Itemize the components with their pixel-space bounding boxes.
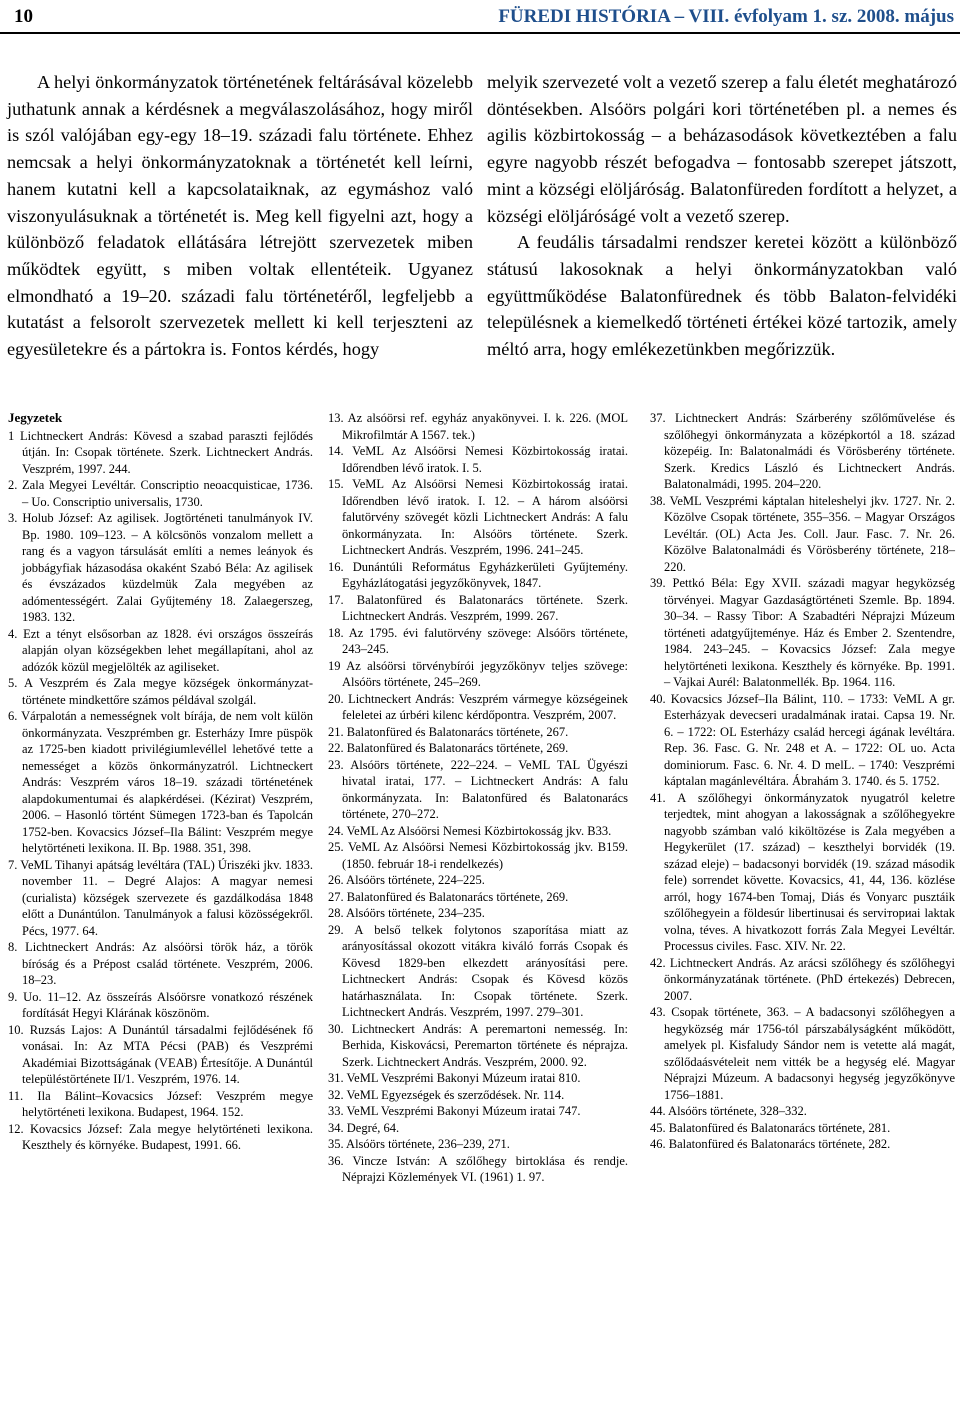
- page-number: 10: [14, 6, 33, 27]
- footnote: 36. Vincze István: A szőlőhegy birtoklása és rendje. Néprajzi Közlemények VI. (1961) 1. 97.: [328, 1153, 628, 1184]
- footnote: 34. Degré, 64.: [328, 1120, 400, 1135]
- footnote: 46. Balatonfüred és Balatonarács története, 282.: [650, 1137, 891, 1151]
- footnote: 6. Várpalotán a nemességnek volt bírája, de nem volt külön önkormányzata. Veszprémben gr. Esterházy Imre püspök az 1725-ben kiadott privilégiumlevéllel lehetővé tette a nemességet a közös önkormányzatról. Lichtneckert András: Veszprém város 18–19. századi történetének alapdokumentumai és alapkérdései. (Kézirat) Veszprém, 2006. – Hasonló történt Sümegen 1723-ban és Tapolcán 1752-ben. Kovacsics József–Ila Bálint: Veszprém megye helytörténeti lexikona. II. Bp. 1988. 351, 398.: [8, 709, 313, 855]
- footnote: 16. Dunántúli Református Egyházkerületi Gyűjtemény. Egyházlátogatási jegyzőkönyvek, 1847.: [328, 559, 628, 590]
- footnote: 13. Az alsóörsi ref. egyház anyakönyvei. I. k. 226. (MOL Mikrofilmtár A 1567. tek.): [328, 411, 628, 442]
- footnote: 9. Uo. 11–12. Az összeírás Alsóörsre vonatkozó részének fordítását Hegyi Klárának köszönöm.: [8, 989, 313, 1020]
- footnote: 18. Az 1795. évi falutörvény szövege: Alsóörs története, 243–245.: [328, 625, 628, 656]
- notes-heading: Jegyzetek: [8, 410, 63, 425]
- notes-column-2: [328, 410, 628, 1186]
- footnote: 39. Pettkó Béla: Egy XVII. századi magyar hegyközség törvényei. Magyar Gazdaságtörténeti Szemle. Bp. 1894. 30–34. – Rassy Tibor: A Szabadtéri Néprajzi Múzeum történeti adatgyűjteménye. Ház és Ember 2. Szentendre, 1984. 243–245. – Kovacsics József: Zala megye helytörténeti lexikona. Keszthely és környéke. Bp. 1991. – Vajkai Aurél: Balatonmellék. Bp. 1964. 116.: [650, 576, 955, 689]
- notes-column-3: [650, 410, 955, 1153]
- footnote: 5. A Veszprém és Zala megye községek önkormányzat-története mindkettőre számos példával szolgál.: [8, 676, 313, 707]
- footnote: 42. Lichtneckert András. Az arácsi szőlőhegy és szőlőhegyi önkormányzatának története. (PhD értekezés) Debrecen, 2007.: [650, 955, 955, 1003]
- footnote: 21. Balatonfüred és Balatonarács története, 267.: [328, 724, 569, 739]
- footnote: 29. A belső telkek folytonos szaporítása miatt az arányosítással okozott vitákra kiváló forrás Csopak és Kövesd 1829-ben elkezdett arányosítási pere. Lichtneckert András: Csopak és Kövesd közös határhasználata. In: Csopak története. Szerk. Lichtneckert András. Veszprém, 1997. 279–301.: [328, 922, 628, 1019]
- footnote: 44. Alsóörs története, 328–332.: [650, 1104, 807, 1118]
- footnote: 31. VeML Veszprémi Bakonyi Múzeum iratai 810.: [328, 1071, 581, 1085]
- footnote: 23. Alsóörs története, 222–224. – VeML TAL Ügyészi hivatal iratai, 177. – Lichtneckert András: A falu önkormányzata. In: Balatonfüred és Balatonarács története, 270–272.: [328, 757, 628, 821]
- footnote: 33. VeML Veszprémi Bakonyi Múzeum iratai 747.: [328, 1104, 581, 1118]
- page-header: [14, 6, 954, 28]
- footnote: 15. VeML Az Alsóörsi Nemesi Közbirtokosság iratai. Időrendben lévő iratok. I. 12. – A három alsóörsi falutörvény szövegét közli Lichtneckert András: A falu önkormányzata. In: Alsóörs története. Szerk. Lichtneckert András. Veszprém, 1996. 241–245.: [328, 477, 628, 557]
- footnote: 17. Balatonfüred és Balatonarács története. Szerk. Lichtneckert András. Veszprém, 1999. 267.: [328, 592, 628, 623]
- notes-column-1: [8, 410, 313, 1154]
- footnote: 22. Balatonfüred és Balatonarács története, 269.: [328, 741, 569, 755]
- body-text-left-column: [7, 69, 473, 363]
- body-paragraph: melyik szervezeté volt a vezető szerep a falu életét meghatározó döntésekben. Alsóörs polgári kori történetében pl. a nemes és agilis közbirtokosság – a beházasodások következtében a falu egyre nagyobb részét befogadva – fontosabb szerepet játszott, mint a községi elöljáróság. Balatonfüreden fordított a helyzet, a községi elöljáróságé volt a vezető szerep.: [487, 72, 957, 226]
- footnote: 32. VeML Egyezségek és szerződések. Nr. 114.: [328, 1087, 565, 1102]
- footnote: 43. Csopak története, 363. – A badacsonyi szőlőhegyen a hegyközség már 1756-tól párszabályságként működött, amelyek pl. Kisfaludy Sándor nem is vetette alá magát, szőlődaásvételeit nem vitték be a hegység elé. Magyar Néprajzi Múzeum. A badacsonyi hegység jegyzőkönyve 1756–1881.: [650, 1005, 955, 1102]
- footnote: 20. Lichtneckert András: Veszprém vármegye községeinek feleletei az úrbéri kilenc kérdőpontra. Veszprém, 2007.: [328, 691, 628, 722]
- body-text-right-column: [487, 69, 957, 363]
- running-title: FÜREDI HISTÓRIA – VIII. évfolyam 1. sz. 2008. május: [498, 6, 954, 27]
- footnote: 1 Lichtneckert András: Kövesd a szabad paraszti fejlődés útján. In: Csopak története. Szerk. Lichtneckert András. Veszprém, 1997. 244.: [8, 428, 313, 476]
- footnote: 37. Lichtneckert András: Szárberény szőlőművelése és szőlőhegyi önkormányzata a középkortól a 18. század közepéig. In: Balatonalmádi és Vörösberény története. Szerk. Kredics László és Lichtneckert András. Balatonalmádi, 1995. 204–220.: [650, 411, 955, 491]
- footnote: 8. Lichtneckert András: Az alsóörsi török ház, a török bíróság és a Prépost család története. Veszprém, 2006. 18–23.: [8, 940, 313, 987]
- footnote: 27. Balatonfüred és Balatonarács története, 269.: [328, 889, 569, 904]
- footnote: 24. VeML Az Alsóörsi Nemesi Közbirtokosság jkv. B33.: [328, 823, 612, 838]
- footnote: 45. Balatonfüred és Balatonarács története, 281.: [650, 1120, 891, 1135]
- footnote: 38. VeML Veszprémi káptalan hiteleshelyi jkv. 1727. Nr. 2. Közölve Csopak története, 355–356. – Magyar Országos Levéltár. (OL) Acta Jes. Coll. Jaur. Fasc. 7. Nr. 26. Közölve Balatonalmádi és Vörösberény története, 218–220.: [650, 493, 955, 574]
- footnote: 7. VeML Tihanyi apátság levéltára (TAL) Úriszéki jkv. 1833. november 11. – Degré Alajos: A magyar nemesi (curialista) községek szervezete és gazdálkodása 1848 előtt a Dunántúlon. Tanulmányok a falusi közösségekről. Pécs, 1977. 64.: [8, 857, 313, 938]
- body-paragraph: A feudális társadalmi rendszer keretei között a különböző státusú lakosoknak a helyi önkormányzatokban való együttműködése Balatonfürednek és több Balaton-felvidéki településnek a kiemelkedő történeti értékei közé tartozik, amely méltó arra, hogy emlékezetünkben megőrizzük.: [487, 232, 957, 360]
- body-paragraph: A helyi önkormányzatok történetének feltárásával közelebb juthatunk annak a kérdésnek a megválaszolásához, hogy miről is szól valójában egy-egy 18–19. századi falu története. Ehhez nemcsak a helyi önkormányzatoknak a történetét kell leírni, hanem kutatni kell a kapcsolataiknak, az egymáshoz való viszonyulásuknak a történetét is. Meg kell figyelni azt, hogy a különböző feladatok ellátására létrejött szervezetek miben működtek együtt, s miben voltak ellentéteik. Ugyanez elmondható a 19–20. századi falu történetéről, legfeljebb a kutatást a felsorolt szervezetek mellett ki kell terjeszteni az egyesületekre és a pártokra is. Fontos kérdés, hogy: [7, 72, 473, 360]
- footnote: 28. Alsóörs története, 234–235.: [328, 906, 485, 920]
- footnote: 3. Holub József: Az agilisek. Jogtörténeti tanulmányok IV. Bp. 1980. 109–123. – A kölcsönös vonzalom mellett a rang és a vagyon társulását említi a nemes leányok és jobbágyfiak házasodása okaként Szabó Béla: Az agilisek és évszázados küzdelmük Zala megyében az adómentességért. Zalai Gyűjtemény 18. Zalaegerszeg, 1983. 132.: [8, 511, 313, 624]
- footnote: 10. Ruzsás Lajos: A Dunántúl társadalmi fejlődésének fő vonásai. In: Az MTA Pécsi (PAB) és Veszprémi Akadémiai Bizottságának (VEAB) Értesítője. A Dunántúl településtörténete II/1. Veszprém, 1976. 14.: [8, 1022, 313, 1086]
- footnote: 14. VeML Az Alsóörsi Nemesi Közbirtokosság iratai. Időrendben lévő iratok. I. 5.: [328, 444, 628, 475]
- footnote: 35. Alsóörs története, 236–239, 271.: [328, 1137, 510, 1151]
- footnote: 4. Ezt a tényt elsősorban az 1828. évi országos összeírás alapján olyan községekben lehet megállapítani, ahol az adózók közül megjelölték az agiliseket.: [8, 626, 313, 674]
- footnote: 25. VeML Az Alsóörsi Nemesi Közbirtokosság jkv. B159. (1850. február 18-i rendelkezés): [328, 840, 628, 871]
- header-rule: [0, 32, 960, 34]
- footnote: 11. Ila Bálint–Kovacsics József: Veszprém megye helytörténeti lexikona. Budapest, 1964. 152.: [8, 1088, 313, 1119]
- footnote: 26. Alsóörs története, 224–225.: [328, 873, 485, 887]
- footnote: 2. Zala Megyei Levéltár. Conscriptio neoacquisticae, 1736. – Uo. Conscriptio universalis, 1730.: [8, 478, 313, 509]
- footnote: 41. A szőlőhegyi önkormányzatok nyugatról keletre terjedtek, mint ahogyan a lakosságnak a szőlőhegyekre nagyobb számban való kiköltözése is Zala megyében a Hegykerület (17. század) – keszthelyi borvidék (19. század eleje) – badacsonyi borvidék (19. század második fele) sorrendet követte. Kovacsics, 41, 44, 136. közlése arról, hogy 1674-ben Tomaj, Diás és Vonyarc pusztáik szőlőhegyein a földesúr libertinusai és serviториai laktak volna, téves. A hivatkozott forrás Zala Megyei Levéltár. Processus civiles. Fasc. XIV. Nr. 22.: [650, 790, 955, 953]
- footnote: 30. Lichtneckert András: A peremartoni nemesség. In: Berhida, Kiskovácsi, Peremarton története és néprajza. Szerk. Lichtneckert András. Veszprém, 2000. 92.: [328, 1021, 628, 1069]
- footnote: 40. Kovacsics József–Ila Bálint, 110. – 1733: VeML A gr. Esterházyak devecseri uradalmának iratai. Capsa 19. Nr. 6. – 1722: OL Esterházy család hercegi ágának levéltára. Rep. 36. Fasc. G. Nr. 248 et A. – 1722: OL uo. Acta dominiorum. Fasc. 6. Nr. 4. D melL. – 1740: Veszprémi káptalan magánlevéltára. Ábrahám 3. 1740. és 5. 1752.: [650, 691, 955, 788]
- footnote: 19 Az alsóörsi törvénybírói jegyzőkönyv teljes szövege: Alsóörs története, 245–269.: [328, 658, 628, 689]
- footnote: 12. Kovacsics József: Zala megye helytörténeti lexikona. Keszthely és környéke. Budapest, 1991. 66.: [8, 1121, 313, 1152]
